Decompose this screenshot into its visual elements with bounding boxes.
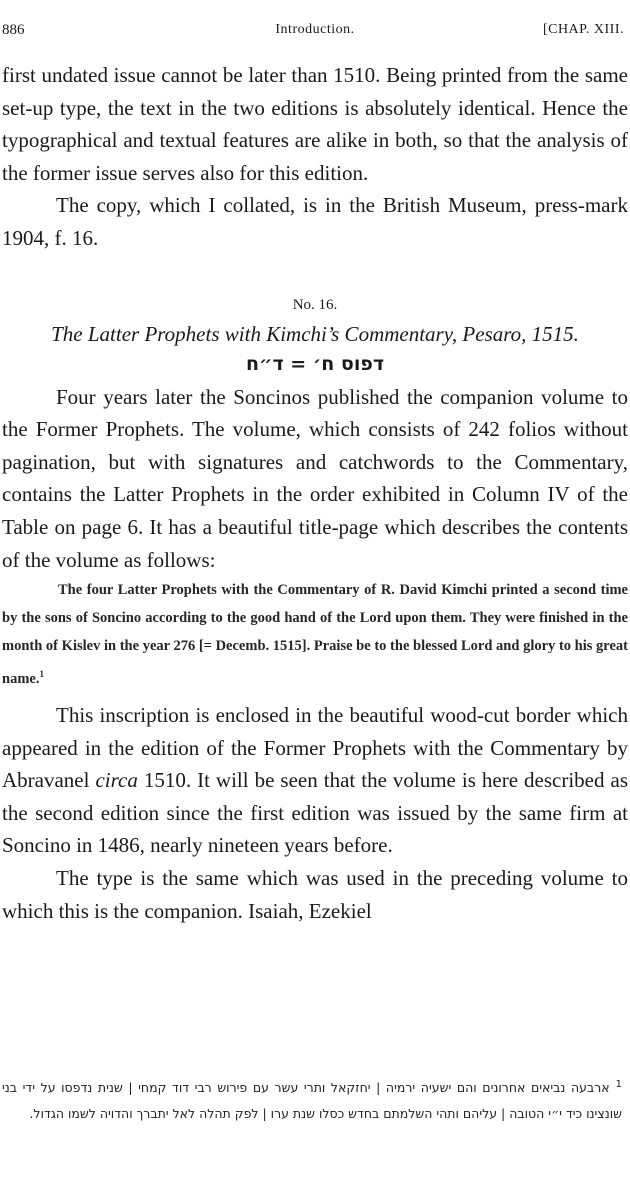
paragraph-inscription-b: 1510. It will be seen that the volume is here described as the second edition since the first edition was issued by the same firm at Soncino in 1486, nearly nineteen years before. [2,768,628,858]
section-spacer [2,255,628,295]
running-title: Introduction. [275,22,355,37]
paragraph-copy-location: The copy, which I collated, is in the British Museum, press-mark 1904, f. 16. [2,193,628,250]
paragraph-description: Four years later the Soncinos published the companion volume to the Former Prophets. The volume, which consists of 242 folios without pagination, but with signatures and catchwords to the Commentary, contains the Latter Prophets in the order exhibited in Column IV of the Table on page 6. It has a beautiful title-page which describes the contents of the volume as follows: [2,384,628,572]
section-title: The Latter Prophets with Kimchi’s Commentary, Pesaro, 1515. [51,321,579,346]
page-body [2,59,628,927]
paragraph-inscription-a: This inscription is enclosed in the beautiful wood-cut border which appeared in the edition of the Former Prophets with the Commentary by Abravanel [2,702,628,793]
italic-circa: circa [95,768,138,793]
running-header [0,22,630,44]
footnote-reference: 1 [39,669,44,680]
page-number: 886 [2,22,25,38]
title-page-quotation [2,576,628,693]
footnote-text: ארבעה נביאים אחרונים והם ישעיה ירמיה | יחזקאל ותרי עשר עם פירוש רבי דוד קמחי | שנית נדפסו על ידי בני שונצינו כיד י״י הטובה | עליהם ותהי השלמתם בחדש כסלו שנת ערו | לפק תהלה לאל יתברך והדויה לשמו הגדול. [2,1080,622,1122]
section-number: No. 16. [292,296,338,313]
chapter-label: [CHAP. XIII. [542,22,624,37]
paragraph-type: The type is the same which was used in the preceding volume to which this is the companion. Isaiah, Ezekiel [2,865,628,923]
quotation-text: The four Latter Prophets with the Commentary of R. David Kimchi printed a second time by the sons of Soncino according to the good hand of the Lord upon them. They were finished in the month of Kislev in the year 276 [= Decemb. 1515]. Praise be to the blessed Lord and glory to his great name. [2,582,628,687]
paragraph-inscription [2,699,628,862]
hebrew-siglum: דפוס ח׳ = ד״ח [245,352,385,375]
hebrew-footnote [2,1072,622,1127]
paragraph-continued: first undated issue cannot be later than 1510. Being printed from the same set-up type, the text in the two editions is absolutely identical. Hence the typographical and textual features are alike in both, so that the analysis of the former issue serves also for this edition. [2,63,628,185]
footnote-mark: 1 [615,1079,622,1090]
